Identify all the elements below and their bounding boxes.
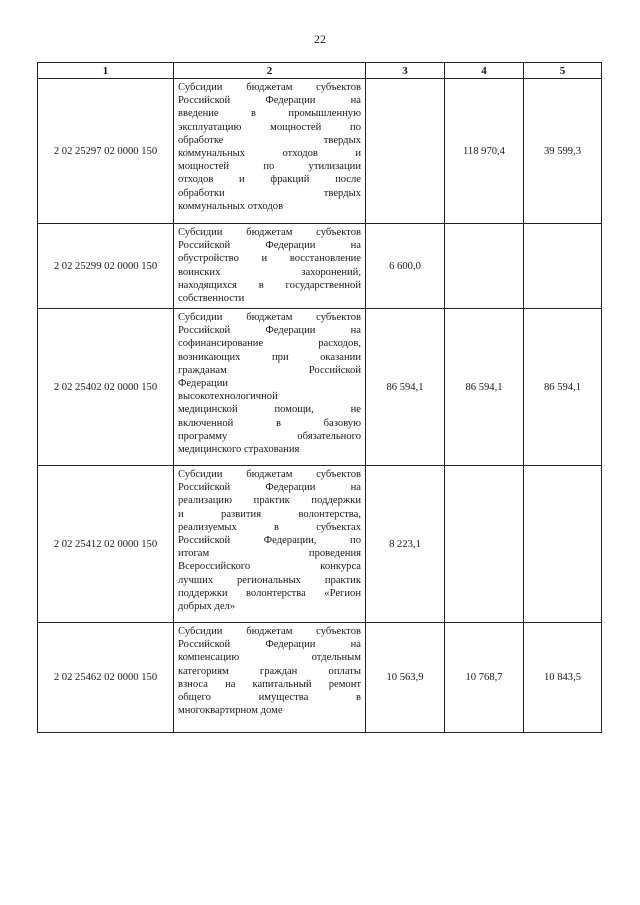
header-row xyxy=(38,63,602,79)
description-line: высокотехнологичной xyxy=(178,391,278,403)
description-line: гражданам Российской xyxy=(178,364,361,376)
description-line: возникающих при оказании xyxy=(178,351,361,363)
description-line: включенной в базовую xyxy=(178,417,361,429)
description-line: категориям граждан оплаты xyxy=(178,665,361,677)
budget-table xyxy=(37,62,602,733)
description-line: Российской Федерации на xyxy=(178,240,361,252)
description-line: реализуемых в субъектах xyxy=(178,521,361,533)
description-line: софинансирование расходов, xyxy=(178,338,361,350)
description-cell xyxy=(174,79,366,224)
amount-cell-col-3: 86 594,1 xyxy=(366,309,445,466)
amount-cell-col-5 xyxy=(524,224,602,309)
description-line: добрых дел» xyxy=(178,601,236,613)
description-line: Федерации xyxy=(178,378,229,390)
description-line: находящихся в государственной xyxy=(178,279,361,291)
header-col-4: 4 xyxy=(445,63,524,79)
description-line: Всероссийского конкурса xyxy=(178,561,361,573)
description-line: введение в промышленную xyxy=(178,108,361,120)
description-line: Российской Федерации на xyxy=(178,482,361,494)
amount-cell-col-5 xyxy=(524,466,602,623)
description-line: программу обязательного xyxy=(178,430,361,442)
budget-code-cell: 2 02 25297 02 0000 150 xyxy=(38,79,174,224)
budget-code-cell: 2 02 25412 02 0000 150 xyxy=(38,466,174,623)
description-line: многоквартирном доме xyxy=(178,705,283,717)
page-number: 22 xyxy=(314,32,326,46)
description-line: обработки твердых xyxy=(178,187,361,199)
header-col-1: 1 xyxy=(38,63,174,79)
description-line: взноса на капитальный ремонт xyxy=(178,678,361,690)
budget-code-cell: 2 02 25402 02 0000 150 xyxy=(38,309,174,466)
table-row xyxy=(38,623,602,733)
description-line: и развития волонтерства, xyxy=(178,508,361,520)
header-col-5: 5 xyxy=(524,63,602,79)
header-col-3: 3 xyxy=(366,63,445,79)
amount-cell-col-4: 118 970,4 xyxy=(445,79,524,224)
amount-cell-col-3 xyxy=(366,79,445,224)
description-line: Субсидии бюджетам субъектов xyxy=(178,227,361,238)
description-line: общего имущества в xyxy=(178,692,361,704)
amount-cell-col-4 xyxy=(445,224,524,309)
description-line: итогам проведения xyxy=(178,548,361,560)
description-line: компенсацию отдельным xyxy=(178,652,361,664)
description-line: отходов и фракций после xyxy=(178,174,361,186)
amount-cell-col-5: 86 594,1 xyxy=(524,309,602,466)
amount-cell-col-3: 10 563,9 xyxy=(366,623,445,733)
description-line: собственности xyxy=(178,293,245,305)
table-row xyxy=(38,309,602,466)
description-cell xyxy=(174,224,366,309)
description-line: обработке твердых xyxy=(178,134,361,146)
amount-cell-col-4 xyxy=(445,466,524,623)
description-line: воинских захоронений, xyxy=(178,266,361,278)
description-line: лучших региональных практик xyxy=(178,574,361,586)
amount-cell-col-3: 8 223,1 xyxy=(366,466,445,623)
description-line: коммунальных отходов xyxy=(178,200,284,212)
amount-cell-col-5: 10 843,5 xyxy=(524,623,602,733)
table-row xyxy=(38,466,602,623)
description-line: Российской Федерации, по xyxy=(178,535,361,547)
table-row xyxy=(38,79,602,224)
description-line: мощностей по утилизации xyxy=(178,161,361,173)
description-line: Субсидии бюджетам субъектов xyxy=(178,312,361,323)
amount-cell-col-4: 10 768,7 xyxy=(445,623,524,733)
description-cell xyxy=(174,623,366,733)
description-line: Российской Федерации на xyxy=(178,325,361,337)
budget-code-cell: 2 02 25299 02 0000 150 xyxy=(38,224,174,309)
description-line: Российской Федерации на xyxy=(178,639,361,651)
budget-code-cell: 2 02 25462 02 0000 150 xyxy=(38,623,174,733)
header-col-2: 2 xyxy=(174,63,366,79)
description-line: Российской Федерации на xyxy=(178,95,361,107)
description-line: Субсидии бюджетам субъектов xyxy=(178,82,361,93)
description-line: эксплуатацию мощностей по xyxy=(178,121,361,133)
table-row xyxy=(38,224,602,309)
description-line: реализацию практик поддержки xyxy=(178,495,361,507)
description-line: поддержки волонтерства «Регион xyxy=(178,587,361,599)
description-line: медицинского страхования xyxy=(178,444,300,456)
amount-cell-col-5: 39 599,3 xyxy=(524,79,602,224)
description-line: медицинской помощи, не xyxy=(178,404,361,416)
description-line: обустройство и восстановление xyxy=(178,253,361,265)
description-cell xyxy=(174,466,366,623)
amount-cell-col-4: 86 594,1 xyxy=(445,309,524,466)
description-line: коммунальных отходов и xyxy=(178,148,361,160)
description-line: Субсидии бюджетам субъектов xyxy=(178,469,361,480)
description-line: Субсидии бюджетам субъектов xyxy=(178,626,361,637)
amount-cell-col-3: 6 600,0 xyxy=(366,224,445,309)
description-cell xyxy=(174,309,366,466)
